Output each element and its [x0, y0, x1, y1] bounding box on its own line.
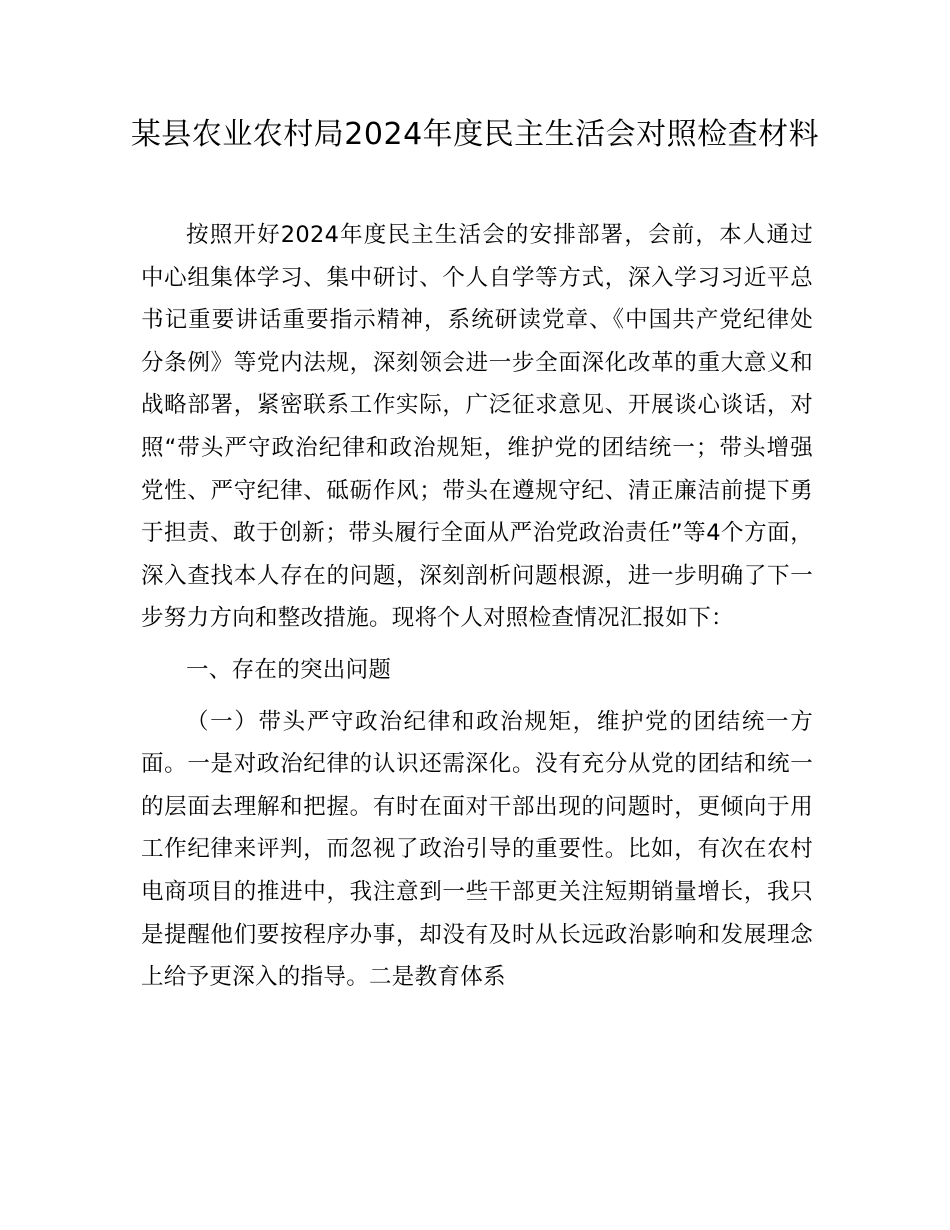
subsection-paragraph: （一）带头严守政治纪律和政治规矩，维护党的团结统一方面。一是对政治纪律的认识还需深化。没有充分从党的团结和统一的层面去理解和把握。有时在面对干部出现的问题时，更倾向于用工作纪律来评判，而忽视了政治引导的重要性。比如，有次在农村电商项目的推进中，我注意到一些干部更关注短期销量增长，我只是提醒他们要按程序办事，却没有及时从长远政治影响和发展理念上给予更深入的指导。二是教育体系: [141, 708, 813, 991]
intro-paragraph: 按照开好2024年度民主生活会的安排部署，会前，本人通过中心组集体学习、集中研讨、个人自学等方式，深入学习习近平总书记重要讲话重要指示精神，系统研读党章、《中国共产党纪律处分条例》等党内法规，深刻领会进一步全面深化改革的重大意义和战略部署，紧密联系工作实际，广泛征求意见、开展谈心谈话，对照“带头严守政治纪律和政治规矩，维护党的团结统一；带头增强党性、严守纪律、砥砺作风；带头在遵规守纪、清正廉洁前提下勇于担责、敢于创新；带头履行全面从严治党政治责任”等4个方面，深入查找本人存在的问题，深刻剖析问题根源，进一步明确了下一步努力方向和整改措施。现将个人对照检查情况汇报如下：: [141, 222, 813, 632]
section-heading: 一、存在的突出问题: [186, 656, 392, 683]
document-title: 某县农业农村局2024年度民主生活会对照检查材料: [130, 117, 820, 152]
document-body: [141, 214, 813, 999]
